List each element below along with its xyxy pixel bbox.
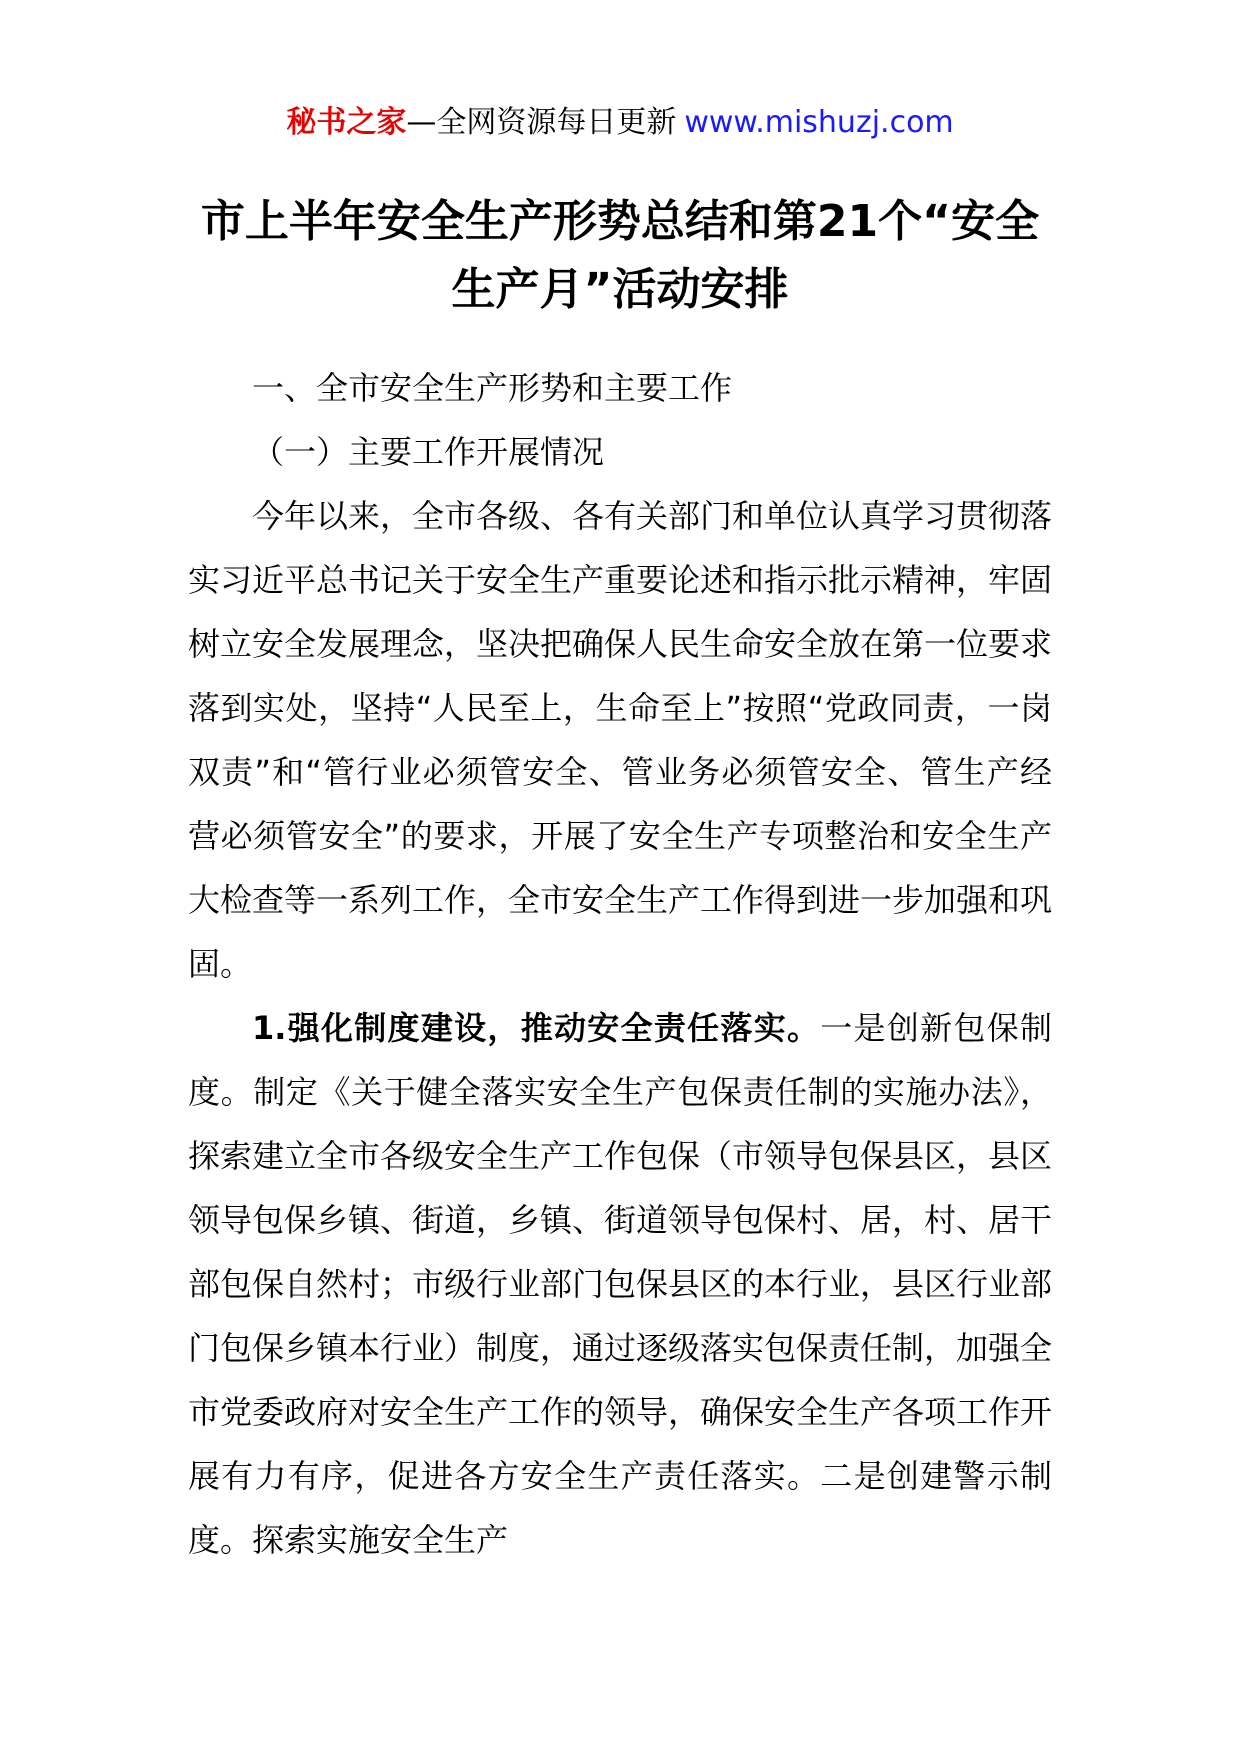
site-brand: 秘书之家 [286, 105, 407, 140]
paragraph-overview: 今年以来，全市各级、各有关部门和单位认真学习贯彻落实习近平总书记关于安全生产重要论述和指示批示精神，牢固树立安全发展理念，坚决把确保人民生命安全放在第一位要求落到实处，坚持“人民至上，生命至上”按照“党政同责，一岗双责”和“管行业必须管安全、管业务必须管安全、管生产经营必须管安全”的要求，开展了安全生产专项整治和安全生产大检查等一系列工作，全市安全生产工作得到进一步加强和巩固。 [188, 497, 1053, 983]
paragraph-system-building [188, 996, 1052, 1572]
section-heading-1: 一、全市安全生产形势和主要工作 [252, 369, 733, 407]
paragraph-system-building-text: 一是创新包保制度。制定《关于健全落实安全生产包保责任制的实施办法》，探索建立全市各级安全生产工作包保（市领导包保县区，县区领导包保乡镇、街道，乡镇、街道领导包保村、居，村、居干部包保自然村；市级行业部门包保县区的本行业，县区行业部门包保乡镇本行业）制度，通过逐级落实包保责任制，加强全市党委政府对安全生产工作的领导，确保安全生产各项工作开展有力有序，促进各方安全生产责任落实。二是创建警示制度。探索实施安全生产 [188, 1009, 1053, 1559]
paragraph-lead-heading: 1.强化制度建设，推动安全责任落实。 [252, 1009, 821, 1047]
section-heading-2: （一）主要工作开展情况 [252, 433, 605, 471]
document-body [188, 356, 1052, 1572]
document-title: 市上半年安全生产形势总结和第21个“安全生产月”活动安排 [200, 196, 1040, 315]
site-url-link[interactable]: www.mishuzj.com [684, 105, 954, 140]
site-tagline: —全网资源每日更新 [406, 105, 677, 140]
site-header [0, 98, 1240, 148]
